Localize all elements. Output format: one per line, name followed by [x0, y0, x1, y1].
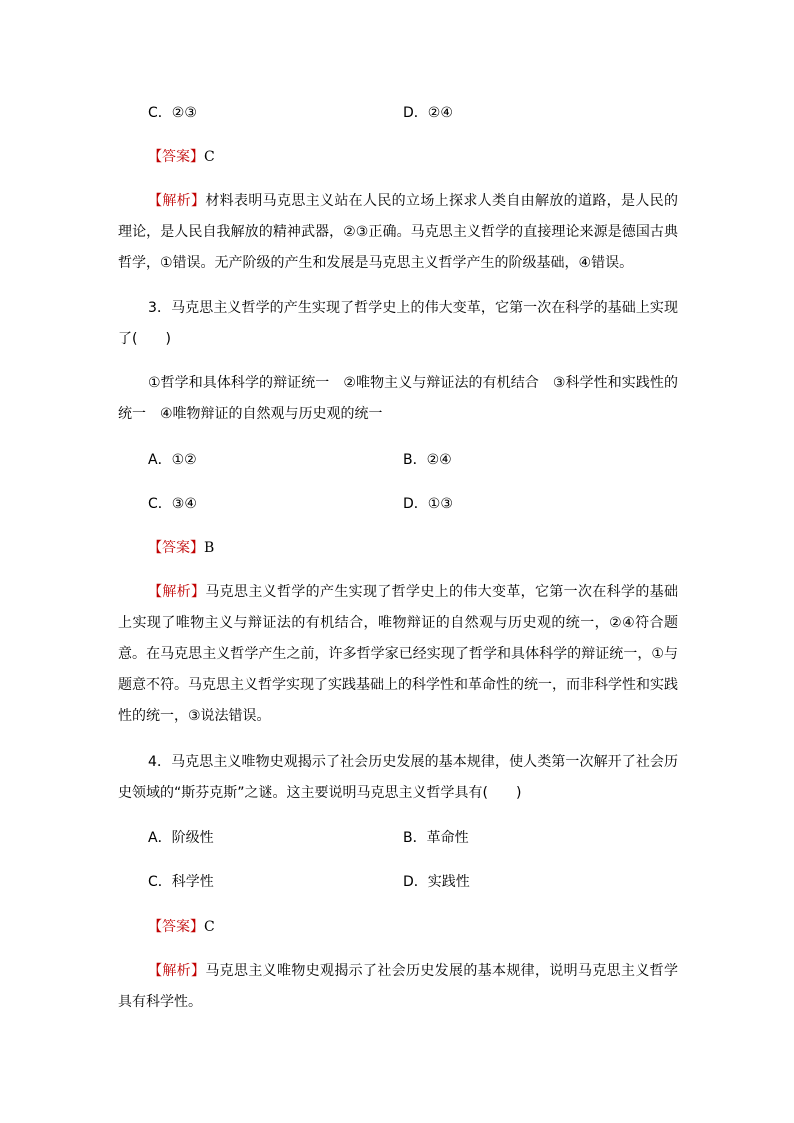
analysis-text: 材料表明马克思主义站在人民的立场上探求人类自由解放的道路，是人民的理论，是人民自我解放的精神武器，②③正确。马克思主义哲学的直接理论来源是德国古典哲学，①错误。无产阶级的产生和发展是马克思主义哲学产生的阶级基础，④错误。 [118, 193, 679, 271]
q4-stem: 4．马克思主义唯物史观揭示了社会历史发展的基本规律，使人类第一次解开了社会历史领域的“斯芬克斯”之谜。这主要说明马克思主义哲学具有( ) [118, 754, 678, 801]
analysis-tag: 【解析】 [148, 193, 206, 209]
q4-analysis [118, 956, 678, 1018]
q2-analysis [118, 186, 678, 279]
q4-option-d: D．实践性 [403, 874, 470, 890]
q2-answer [148, 147, 215, 167]
q4-answer [148, 917, 215, 937]
answer-tag: 【答案】 [148, 540, 204, 556]
analysis-text: 马克思主义哲学的产生实现了哲学史上的伟大变革，它第一次在科学的基础上实现了唯物主义与辩证法的有机结合，唯物辩证的自然观与历史观的统一，②④符合题意。在马克思主义哲学产生之前，许多哲学家已经实现了哲学和具体科学的辩证统一，①与题意不符。马克思主义哲学实现了实践基础上的科学性和革命性的统一，而非科学性和实践性的统一，③说法错误。 [118, 584, 679, 724]
q2-option-d: D．②④ [403, 105, 453, 121]
analysis-tag: 【解析】 [148, 584, 206, 600]
q3-option-d: D．①③ [403, 496, 453, 512]
q3-analysis [118, 577, 678, 732]
q2-option-c: C．②③ [148, 105, 197, 121]
q3-stem: 3．马克思主义哲学的产生实现了哲学史上的伟大变革，它第一次在科学的基础上实现了( ) [118, 300, 678, 347]
q4-option-c: C．科学性 [148, 874, 214, 890]
analysis-text: 马克思主义唯物史观揭示了社会历史发展的基本规律，说明马克思主义哲学具有科学性。 [118, 963, 679, 1010]
answer-tag: 【答案】 [148, 149, 204, 165]
q4-option-b: B．革命性 [403, 830, 469, 846]
q3-statements: ①哲学和具体科学的辩证统一 ②唯物主义与辩证法的有机结合 ③科学性和实践性的统一 ④唯物辩证的自然观与历史观的统一 [118, 375, 678, 422]
q3-answer [148, 538, 214, 558]
answer-value: B [204, 540, 215, 556]
analysis-tag: 【解析】 [148, 963, 206, 979]
q3-option-c: C．③④ [148, 496, 197, 512]
answer-tag: 【答案】 [148, 919, 204, 935]
q3-option-b: B．②④ [403, 452, 452, 468]
answer-value: C [204, 919, 215, 935]
answer-value: C [204, 149, 215, 165]
q4-option-a: A．阶级性 [148, 830, 214, 846]
q3-option-a: A．①② [148, 452, 197, 468]
